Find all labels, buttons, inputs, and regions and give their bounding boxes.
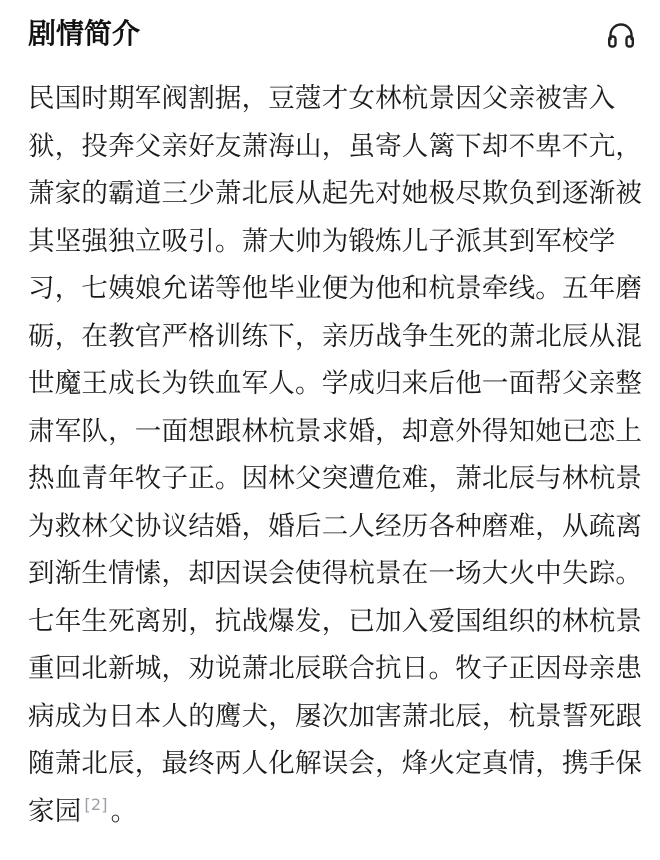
synopsis-paragraph (28, 75, 644, 835)
synopsis-text: 民国时期军阀割据，豆蔻才女林杭景因父亲被害入狱，投奔父亲好友萧海山，虽寄人篱下却不卑不亢，萧家的霸道三少萧北辰从起先对她极尽欺负到逐渐被其坚强独立吸引。萧大帅为锻炼儿子派其到军校学习，七姨娘允诺等他毕业便为他和杭景牵线。五年磨砺，在教官严格训练下，亲历战争生死的萧北辰从混世魔王成长为铁血军人。学成归来后他一面帮父亲整肃军队，一面想跟林杭景求婚，却意外得知她已恋上热血青年牧子正。因林父突遭危难，萧北辰与林杭景为救林父协议结婚，婚后二人经历各种磨难，从疏离到渐生情愫，却因误会使得杭景在一场大火中失踪。七年生死离别，抗战爆发，已加入爱国组织的林杭景重回北新城，劝说萧北辰联合抗日。牧子正因母亲患病成为日本人的鹰犬，屡次加害萧北辰，杭景誓死跟随萧北辰，最终两人化解误会，烽火定真情，携手保家园 (28, 83, 643, 827)
citation-link[interactable]: [2] (84, 794, 108, 814)
headphones-icon[interactable] (606, 20, 636, 50)
synopsis-end: 。 (110, 795, 138, 827)
section-header (28, 12, 636, 56)
section-title: 剧情简介 (28, 17, 141, 50)
